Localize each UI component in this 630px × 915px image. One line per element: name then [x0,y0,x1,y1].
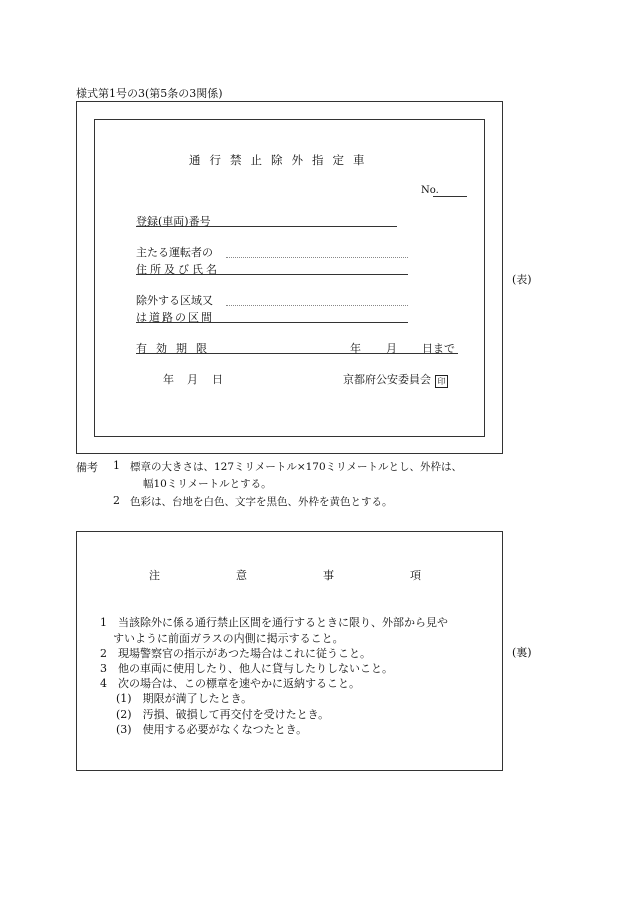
driver-underline [136,274,408,275]
area-dotted-line [226,305,408,306]
area-label-line1: 除外する区域又 [136,294,213,307]
back-item1-line2: すいように前面ガラスの内側に掲示すること。 [113,632,344,645]
back-title-char-4: 項 [410,569,421,582]
registration-label: 登録(車両)番号 [136,215,211,228]
back-item2: 2 現場警察官の指示があつた場合はこれに従うこと。 [100,647,371,660]
validity-year: 年 [350,342,361,355]
remarks-item2-num: 2 [113,494,120,507]
driver-label-line2: 住所及び氏名 [136,263,220,276]
back-side-label: (裏) [512,646,532,659]
registration-underline [136,226,397,227]
remarks-item1-num: 1 [113,459,120,472]
back-item1-line1: 1 当該除外に係る通行禁止区間を通行するときに限り、外部から見や [100,616,448,629]
form-heading: 様式第1号の3(第5条の3関係) [76,87,223,100]
seal-icon: 印 [435,375,448,388]
validity-label: 有効期限 [136,342,216,355]
back-item4: 4 次の場合は、この標章を速やかに返納すること。 [100,677,360,690]
issue-day: 日 [212,373,223,386]
number-underline [433,196,467,197]
remarks-item2-text: 色彩は、台地を白色、文字を黒色、外枠を黄色とする。 [130,496,393,508]
remarks-item1-line2: 幅10ミリメートルとする。 [143,478,272,490]
front-side-label: (表) [512,273,532,286]
validity-underline [136,353,458,354]
area-underline [136,322,408,323]
area-label-line2: は道路の区間 [136,311,214,324]
remarks-item1-line1: 標章の大きさは、127ミリメートル×170ミリメートルとし、外枠は、 [130,461,462,473]
validity-month: 月 [386,342,397,355]
driver-label-line1: 主たる運転者の [136,246,213,259]
back-sub3: (3) 使用する必要がなくなつたとき。 [116,723,308,736]
back-title-char-1: 注 [149,569,160,582]
remarks-label: 備考 [76,461,98,474]
back-sub1: (1) 期限が満了したとき。 [116,692,253,705]
back-item3: 3 他の車両に使用したり、他人に貸与したりしないこと。 [100,662,393,675]
front-title: 通行禁止除外指定車 [189,153,374,167]
back-sub2: (2) 汚損、破損して再交付を受けたとき。 [116,708,330,721]
back-title-char-3: 事 [323,569,334,582]
validity-day-until: 日まで [422,342,455,355]
issuer: 京都府公安委員会 印 [343,371,448,388]
driver-dotted-line [226,257,408,258]
issue-year: 年 [163,373,174,386]
number-label: No. [421,185,439,196]
issue-month: 月 [187,373,198,386]
back-title-char-2: 意 [236,569,247,582]
